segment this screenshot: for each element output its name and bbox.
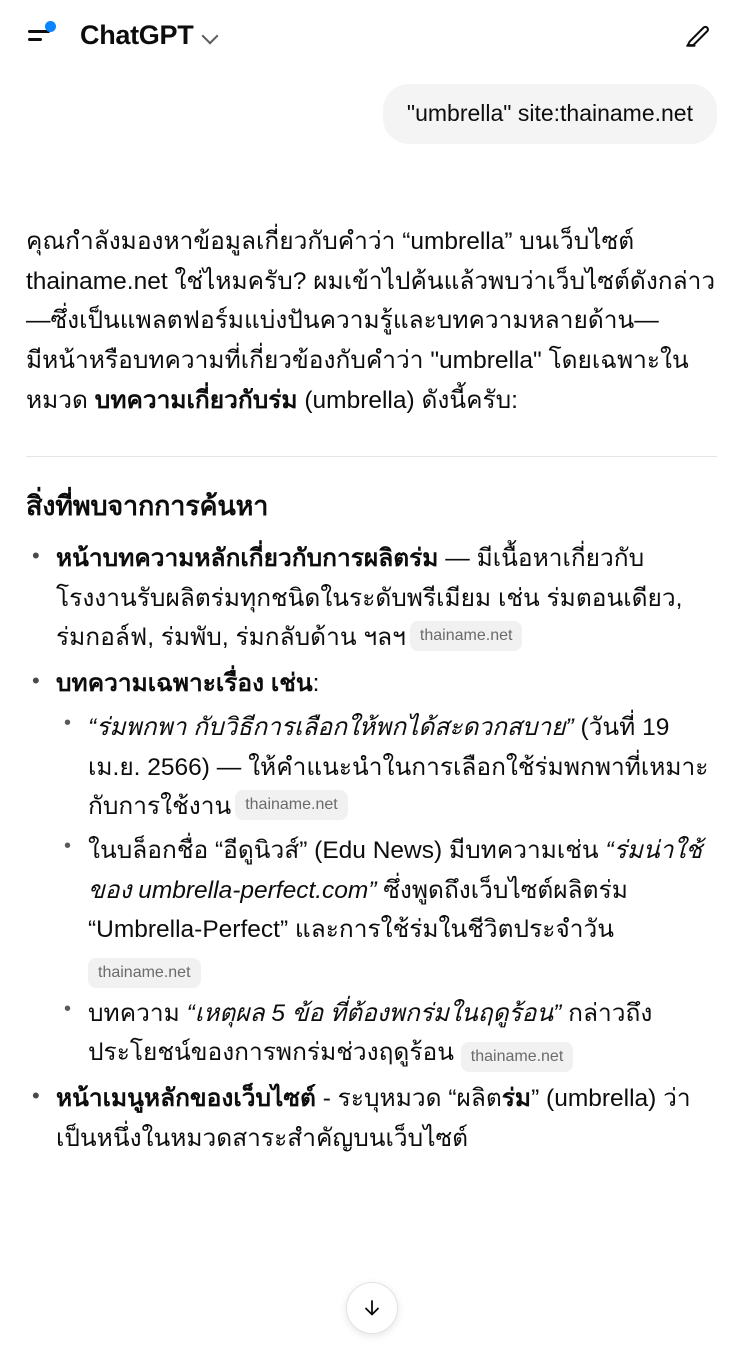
chevron-down-icon [203, 29, 219, 45]
notification-dot [45, 21, 56, 32]
article-title: “เหตุผล 5 ข้อ ที่ต้องพกร่มในฤดูร้อน” [186, 999, 562, 1027]
section-heading: สิ่งที่พบจากการค้นหา [26, 491, 269, 522]
citation-chip[interactable]: thainame.net [410, 621, 523, 651]
item-bold-label: บทความเฉพาะเรื่อง เช่น [56, 670, 313, 698]
item-text: - ระบุหมวด “ผลิต [315, 1085, 502, 1112]
new-chat-button[interactable] [677, 15, 717, 55]
subitem-text: (วันที่ 19 เม.ย. 2566) — ให้คำแนะนำในการเลือกใช้ร่มพกพาที่เหมาะกับการใช้งาน [88, 713, 709, 821]
findings-list [26, 539, 717, 1158]
assistant-message [26, 222, 717, 1158]
citation-chip[interactable]: thainame.net [461, 1042, 574, 1072]
citation-chip[interactable]: thainame.net [235, 790, 348, 820]
app-title: ChatGPT [80, 19, 194, 50]
user-message-row [26, 84, 717, 144]
item-text: — มีเนื้อหาเกี่ยวกับโรงงานรับผลิตร่มทุกชนิดในระดับพรีเมียม เช่น ร่มตอนเดียว, ร่มกอล์ฟ, ร่มพับ, ร่มกลับด้าน ฯลฯ [56, 545, 683, 652]
list-item [56, 539, 717, 658]
article-title: “ร่มพกพา กับวิธีการเลือกให้พกได้สะดวกสบาย” [88, 713, 574, 741]
model-selector[interactable] [80, 20, 219, 51]
app-header [0, 0, 743, 70]
subitem-text-before: บทความ [88, 999, 187, 1027]
list-item [56, 664, 717, 1073]
divider [26, 456, 717, 457]
item-text-tail: ” (umbrella) ว่าเป็นหนึ่งในหมวดสาระสำคัญบนเว็บไซต์ [56, 1085, 691, 1152]
intro-text-part1: คุณกำลังมองหาข้อมูลเกี่ยวกับคำว่า “umbrella” บนเว็บไซต์ thainame.net ใช่ไหมครับ? ผมเข้าไปค้นแล้วพบว่าเว็บไซต์ดังกล่าว—ซึ่งเป็นแพลตฟอร์มแบ่งปันความรู้และบทความหลายด้าน—มีหน้าหรือบทความที่เกี่ยวข้องกับคำว่า "umbrella" โดยเฉพาะในหมวด [26, 227, 716, 414]
hamburger-menu-icon[interactable] [26, 18, 60, 52]
scroll-to-bottom-button[interactable] [346, 1282, 398, 1334]
menu-line-2 [28, 38, 42, 41]
compose-pencil-icon [683, 21, 712, 50]
conversation-thread [0, 84, 743, 1158]
intro-text-part2: (umbrella) ดังนี้ครับ: [297, 386, 518, 414]
list-item [88, 994, 717, 1073]
item-bold-label: หน้าเมนูหลักของเว็บไซต์ [56, 1085, 316, 1112]
intro-bold-phrase: บทความเกี่ยวกับร่ม [94, 386, 298, 414]
item-bold-label: หน้าบทความหลักเกี่ยวกับการผลิตร่ม [56, 545, 439, 573]
item-bold-inline: ร่ม [501, 1085, 532, 1112]
item-text: : [312, 670, 320, 698]
sub-findings-list [56, 708, 717, 1073]
citation-chip[interactable]: thainame.net [88, 958, 201, 988]
arrow-down-icon [360, 1296, 384, 1320]
subitem-text: กล่าวถึงประโยชน์ของการพกร่มช่วงฤดูร้อน [88, 999, 653, 1067]
list-item [88, 708, 717, 827]
assistant-intro-paragraph [26, 222, 717, 420]
subitem-text: ซึ่งพูดถึงเว็บไซต์ผลิตร่ม “Umbrella-Perfect” และการใช้ร่มในชีวิตประจำวัน [88, 876, 628, 944]
list-item [56, 1079, 717, 1158]
article-title: “ร่มน่าใช้ของ umbrella-perfect.com” [88, 836, 703, 904]
user-message-bubble[interactable]: "umbrella" site:thainame.net [383, 84, 717, 144]
subitem-text-before: ในบล็อกชื่อ “อีดูนิวส์” (Edu News) มีบทความเช่น [88, 836, 606, 864]
list-item [88, 831, 717, 990]
